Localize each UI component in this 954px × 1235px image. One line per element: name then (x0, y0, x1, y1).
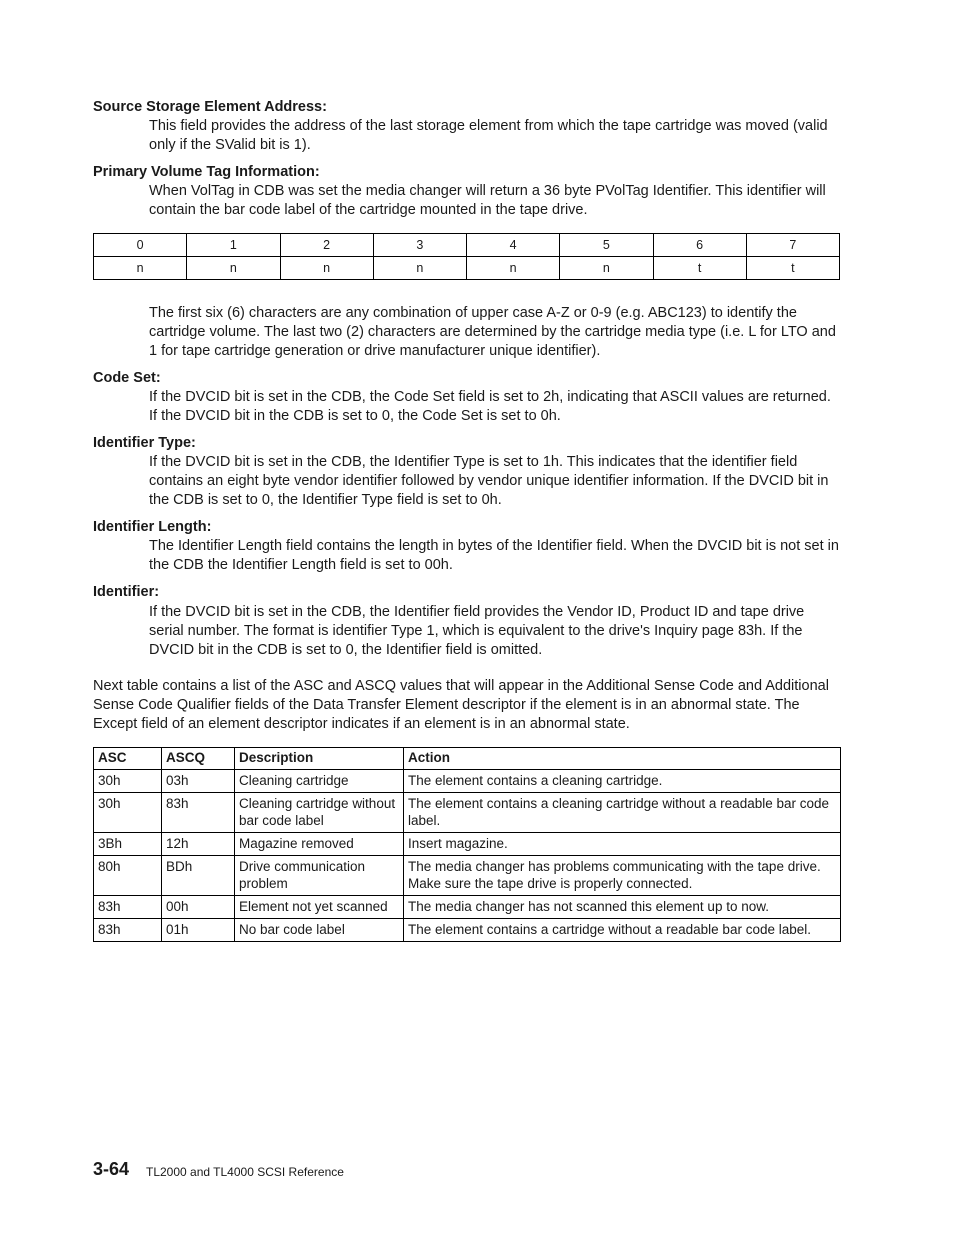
asc-header-row (94, 748, 841, 770)
table-row (94, 856, 841, 896)
identifier-type-definition: If the DVCID bit is set in the CDB, the Identifier Type is set to 1h. This indicates that the identifier field contains an eight byte vendor identifier followed by vendor unique identifier information. If the DVCID bit in the CDB is set to 0, the Identifier Type field is set to 0h. (149, 454, 829, 508)
document-title: TL2000 and TL4000 SCSI Reference (146, 1165, 344, 1179)
source-storage-term: Source Storage Element Address: (93, 99, 327, 115)
primary-volume-definition: When VolTag in CDB was set the media changer will return a 36 byte PVolTag Identifier. This identifier will contain the bar code label of the cartridge mounted in the tape drive. (149, 183, 826, 218)
pvoltag-position-cell: 3 (373, 234, 466, 257)
pvoltag-position-cell: 2 (280, 234, 373, 257)
page-number: 3-64 (93, 1159, 130, 1179)
asc-header-action: Action (404, 748, 841, 770)
primary-volume-term: Primary Volume Tag Information: (93, 164, 320, 180)
pvoltag-char-row (94, 257, 840, 280)
code-set-definition: If the DVCID bit is set in the CDB, the Code Set field is set to 2h, indicating that ASCII values are returned. If the DVCID bit in the CDB is set to 0, the Code Set is set to 0h. (149, 389, 831, 424)
ascq-cell: 03h (162, 770, 235, 793)
pvoltag-table (93, 233, 840, 280)
pvoltag-char-cell: n (467, 257, 560, 280)
table-row (94, 833, 841, 856)
asc-cell: 83h (94, 919, 162, 942)
ascq-cell: 83h (162, 793, 235, 833)
pvoltag-char-cell: n (280, 257, 373, 280)
identifier-definition: If the DVCID bit is set in the CDB, the Identifier field provides the Vendor ID, Product ID and tape drive serial number. The format is identifier Type 1, which is equivalent to the drive's Inquiry page 83h. If the DVCID bit in the CDB is set to 0, the Identifier field is omitted. (149, 604, 805, 658)
pvoltag-char-cell: n (187, 257, 280, 280)
ascq-cell: 12h (162, 833, 235, 856)
pvoltag-position-cell: 6 (653, 234, 746, 257)
asc-cell: 80h (94, 856, 162, 896)
pvoltag-position-cell: 4 (467, 234, 560, 257)
identifier-length-term: Identifier Length: (93, 519, 212, 535)
pvoltag-char-cell: n (94, 257, 187, 280)
ascq-cell: 00h (162, 896, 235, 919)
code-set-term: Code Set: (93, 370, 161, 386)
pvoltag-note: The first six (6) characters are any combination of upper case A-Z or 0-9 (e.g. ABC123) to identify the cartridge volume. The last two (2) characters are determined by the cartridge media type (i.e. L for LTO and 1 for tape cartridge generation or drive manufacturer unique identifier). (149, 305, 836, 359)
table-row (94, 919, 841, 942)
asc-cell: 3Bh (94, 833, 162, 856)
ascq-cell: BDh (162, 856, 235, 896)
identifier-length-definition: The Identifier Length field contains the length in bytes of the Identifier field. When the DVCID bit is not set in the CDB the Identifier Length field is set to 00h. (149, 538, 839, 573)
pvoltag-char-cell: n (373, 257, 466, 280)
pvoltag-position-cell: 5 (560, 234, 653, 257)
ascq-cell: 01h (162, 919, 235, 942)
action-cell: The media changer has problems communicating with the tape drive. Make sure the tape drive is properly connected. (404, 856, 841, 896)
asc-ascq-table (93, 747, 841, 942)
asc-header-description: Description (235, 748, 404, 770)
description-cell: Magazine removed (235, 833, 404, 856)
description-cell: Cleaning cartridge (235, 770, 404, 793)
pvoltag-position-cell: 1 (187, 234, 280, 257)
pvoltag-position-row (94, 234, 840, 257)
pvoltag-position-cell: 0 (94, 234, 187, 257)
pvoltag-char-cell: n (560, 257, 653, 280)
asc-header-asc: ASC (94, 748, 162, 770)
description-cell: No bar code label (235, 919, 404, 942)
asc-cell: 30h (94, 793, 162, 833)
table-row (94, 896, 841, 919)
action-cell: The element contains a cartridge without a readable bar code label. (404, 919, 841, 942)
identifier-term: Identifier: (93, 584, 160, 600)
table-row (94, 793, 841, 833)
source-storage-definition: This field provides the address of the last storage element from which the tape cartridge was moved (valid only if the SValid bit is 1). (149, 118, 828, 153)
action-cell: Insert magazine. (404, 833, 841, 856)
pvoltag-position-cell: 7 (746, 234, 839, 257)
action-cell: The media changer has not scanned this element up to now. (404, 896, 841, 919)
description-cell: Drive communication problem (235, 856, 404, 896)
identifier-type-term: Identifier Type: (93, 435, 196, 451)
asc-cell: 83h (94, 896, 162, 919)
action-cell: The element contains a cleaning cartridge without a readable bar code label. (404, 793, 841, 833)
description-cell: Cleaning cartridge without bar code label (235, 793, 404, 833)
asc-header-ascq: ASCQ (162, 748, 235, 770)
table-row (94, 770, 841, 793)
action-cell: The element contains a cleaning cartridge. (404, 770, 841, 793)
pvoltag-char-cell: t (746, 257, 839, 280)
asc-intro-paragraph: Next table contains a list of the ASC and ASCQ values that will appear in the Additional Sense Code and Additional Sense Code Qualifier fields of the Data Transfer Element descriptor if the element is in an abnormal state. The Except field of an element descriptor indicates if an element is in an abnormal state. (93, 678, 829, 732)
description-cell: Element not yet scanned (235, 896, 404, 919)
pvoltag-char-cell: t (653, 257, 746, 280)
asc-cell: 30h (94, 770, 162, 793)
